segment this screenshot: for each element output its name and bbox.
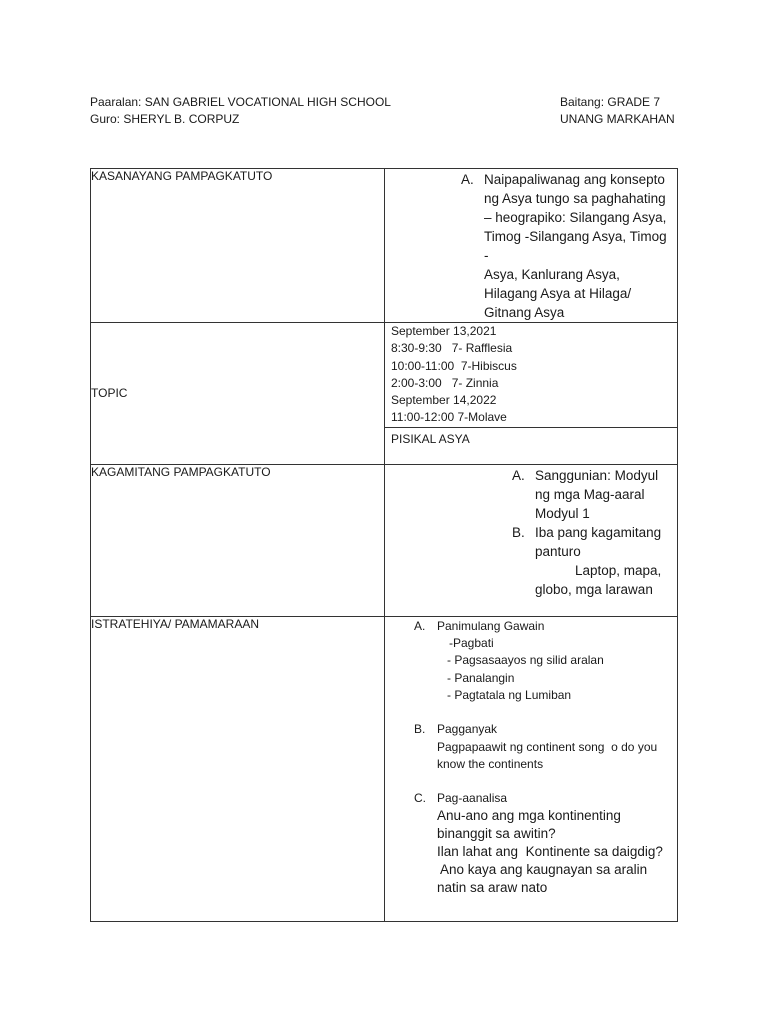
quarter: UNANG MARKAHAN (560, 112, 675, 126)
schedule-line: 8:30-9:30 7- Rafflesia (391, 341, 513, 356)
row-kagamitan (91, 464, 678, 616)
istratehiya-item-b: B. Pagganyak Pagpapaawit ng continent song o do you know the continents (414, 722, 658, 771)
label-kasanayan: KASANAYANG PAMPAGKATUTO (91, 169, 385, 323)
kagamitan-item-a: A. Sanggunian: Modyul ng mga Mag-aaral Modyul 1 (512, 467, 659, 521)
kasanayan-line: Timog -Silangang Asya, Timog - (484, 229, 667, 263)
content-istratehiya (385, 616, 678, 921)
kasanayan-line: Gitnang Asya (484, 305, 565, 320)
label-topic: TOPIC (91, 323, 385, 465)
teacher-name: Guro: SHERYL B. CORPUZ (90, 112, 240, 126)
schedule-line: September 13,2021 (391, 324, 497, 338)
content-kasanayan (385, 169, 678, 323)
schedule-line: September 14,2022 (391, 393, 497, 408)
content-kagamitan (385, 464, 678, 616)
topic-title: PISIKAL ASYA (385, 427, 678, 464)
istratehiya-item-a: A. Panimulang Gawain -Pagbati - Pagsasaayos ng silid aralan - Panalangin - Pagtatala ng Lumiban (414, 618, 604, 702)
schedule-line: 10:00-11:00 7-Hibiscus (391, 358, 517, 373)
lesson-plan-table (90, 168, 678, 922)
kasanayan-line: Asya, Kanlurang Asya, (484, 267, 620, 282)
schedule-line: 11:00-12:00 7-Molave (391, 410, 507, 425)
school-name: Paaralan: SAN GABRIEL VOCATIONAL HIGH SCHOOL (90, 95, 391, 109)
topic-schedule (385, 323, 678, 428)
row-topic (91, 323, 678, 428)
istratehiya-item-c: C. Pag-aanalisa Anu-ano ang mga kontinenting binanggit sa awitin? Ilan lahat ang Kontinente sa daigdig? Ano kaya ang kaugnayan sa aralin natin sa araw nato (414, 791, 663, 896)
grade-level: Baitang: GRADE 7 (560, 95, 661, 109)
kasanayan-line: ng Asya tungo sa paghahating (484, 191, 666, 206)
schedule-line: 2:00-3:00 7- Zinnia (391, 375, 499, 390)
label-istratehiya: ISTRATEHIYA/ PAMAMARAAN (91, 616, 385, 921)
kasanayan-line: Hilagang Asya at Hilaga/ (484, 286, 632, 301)
row-kasanayan (91, 169, 678, 323)
kasanayan-line: – heograpiko: Silangang Asya, (484, 210, 667, 225)
row-istratehiya (91, 616, 678, 921)
kasanayan-item-a (385, 170, 677, 322)
kagamitan-item-b: B. Iba pang kagamitang panturo Laptop, mapa, globo, mga larawan (512, 524, 662, 597)
marker-a: A. (461, 172, 474, 187)
kasanayan-line: Naipapaliwanag ang konsepto (484, 172, 665, 187)
label-kagamitan: KAGAMITANG PAMPAGKATUTO (91, 464, 385, 616)
